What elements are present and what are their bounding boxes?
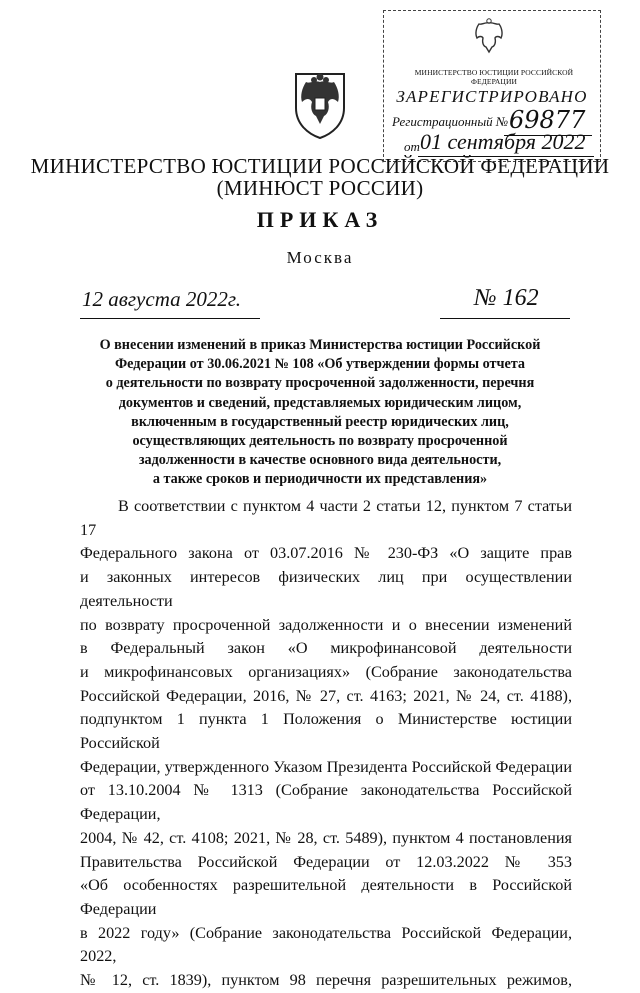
body-line: Федерального закона от 03.07.2016 № 230-ФЗ «О защите прав xyxy=(80,544,572,563)
body-line: Правительства Российской Федерации от 12.03.2022 № 353 xyxy=(80,852,572,871)
body-line: Федерации, утвержденного Указом Президента Российской Федерации xyxy=(80,757,572,776)
body-line: в Федеральный закон «О микрофинансовой деятельности xyxy=(80,639,572,658)
stamp-registered-text: ЗАРЕГИСТРИРОВАНО xyxy=(396,87,588,106)
city: Москва xyxy=(286,248,354,267)
registration-stamp xyxy=(383,10,601,162)
handwritten-number: № 162 xyxy=(474,285,539,311)
body-line: Российской Федерации, 2016, № 27, ст. 4163; 2021, № 24, ст. 4188), xyxy=(80,686,572,705)
title-line: задолженности в качестве основного вида деятельности, xyxy=(138,452,502,469)
document-type: ПРИКАЗ xyxy=(256,207,384,232)
date-underline xyxy=(80,318,260,319)
body-line: и законных интересов физических лиц при осуществлении деятельности xyxy=(80,568,572,610)
body-line: В соответствии с пунктом 4 части 2 статьи 12, пунктом 7 статьи 17 xyxy=(80,497,572,539)
title-line: Федерации от 30.06.2021 № 108 «Об утверждении формы отчета xyxy=(114,356,526,373)
body-line: и микрофинансовых организациях» (Собрание законодательства xyxy=(80,662,572,681)
body-line: 2004, № 42, ст. 4108; 2021, № 28, ст. 5489), пунктом 4 постановления xyxy=(80,828,572,847)
order-body xyxy=(80,495,572,993)
title-line: документов и сведений, представляемых юридическим лицом, xyxy=(118,394,522,411)
ministry-short-title: (МИНЮСТ РОССИИ) xyxy=(216,176,424,200)
body-line: от 13.10.2004 № 1313 (Собрание законодательства Российской Федерации, xyxy=(80,781,572,824)
coat-of-arms-emblem xyxy=(290,68,350,140)
body-line: № 12, ст. 1839), пунктом 98 перечня разрешительных режимов, xyxy=(80,971,572,990)
order-title xyxy=(70,336,570,490)
stamp-emblem-icon xyxy=(470,17,508,57)
stamp-from-value: 01 сентября 2022 xyxy=(420,129,586,154)
title-line: О внесении изменений в приказ Министерства юстиции Российской xyxy=(99,337,541,353)
handwritten-date: 12 августа 2022г. xyxy=(82,287,242,311)
stamp-regno-value: 69877 xyxy=(509,106,586,134)
stamp-regno-label: Регистрационный № xyxy=(392,114,509,129)
number-underline xyxy=(440,318,570,319)
ministry-title: МИНИСТЕРСТВО ЮСТИЦИИ РОССИЙСКОЙ ФЕДЕРАЦИИ xyxy=(30,154,610,178)
title-line: осуществляющих деятельность по возврату просроченной xyxy=(132,433,508,450)
body-line: «Об особенностях разрешительной деятельности в Российской Федерации xyxy=(80,876,572,918)
body-line: подпунктом 1 пункта 1 Положения о Министерстве юстиции Российской xyxy=(80,710,572,753)
title-line: о деятельности по возврату просроченной задолженности, перечня xyxy=(105,375,535,392)
body-line: в 2022 году» (Собрание законодательства Российской Федерации, 2022, xyxy=(80,923,572,966)
title-line: а также сроков и периодичности их представления» xyxy=(152,471,488,488)
body-line: по возврату просроченной задолженности и о внесении изменений xyxy=(80,615,572,634)
title-line: включенным в государственный реестр юридических лиц, xyxy=(131,413,509,430)
stamp-ministry-text: МИНИСТЕРСТВО ЮСТИЦИИ РОССИЙСКОЙ ФЕДЕРАЦИИ xyxy=(414,68,574,86)
stamp-from-label: от xyxy=(404,139,420,154)
